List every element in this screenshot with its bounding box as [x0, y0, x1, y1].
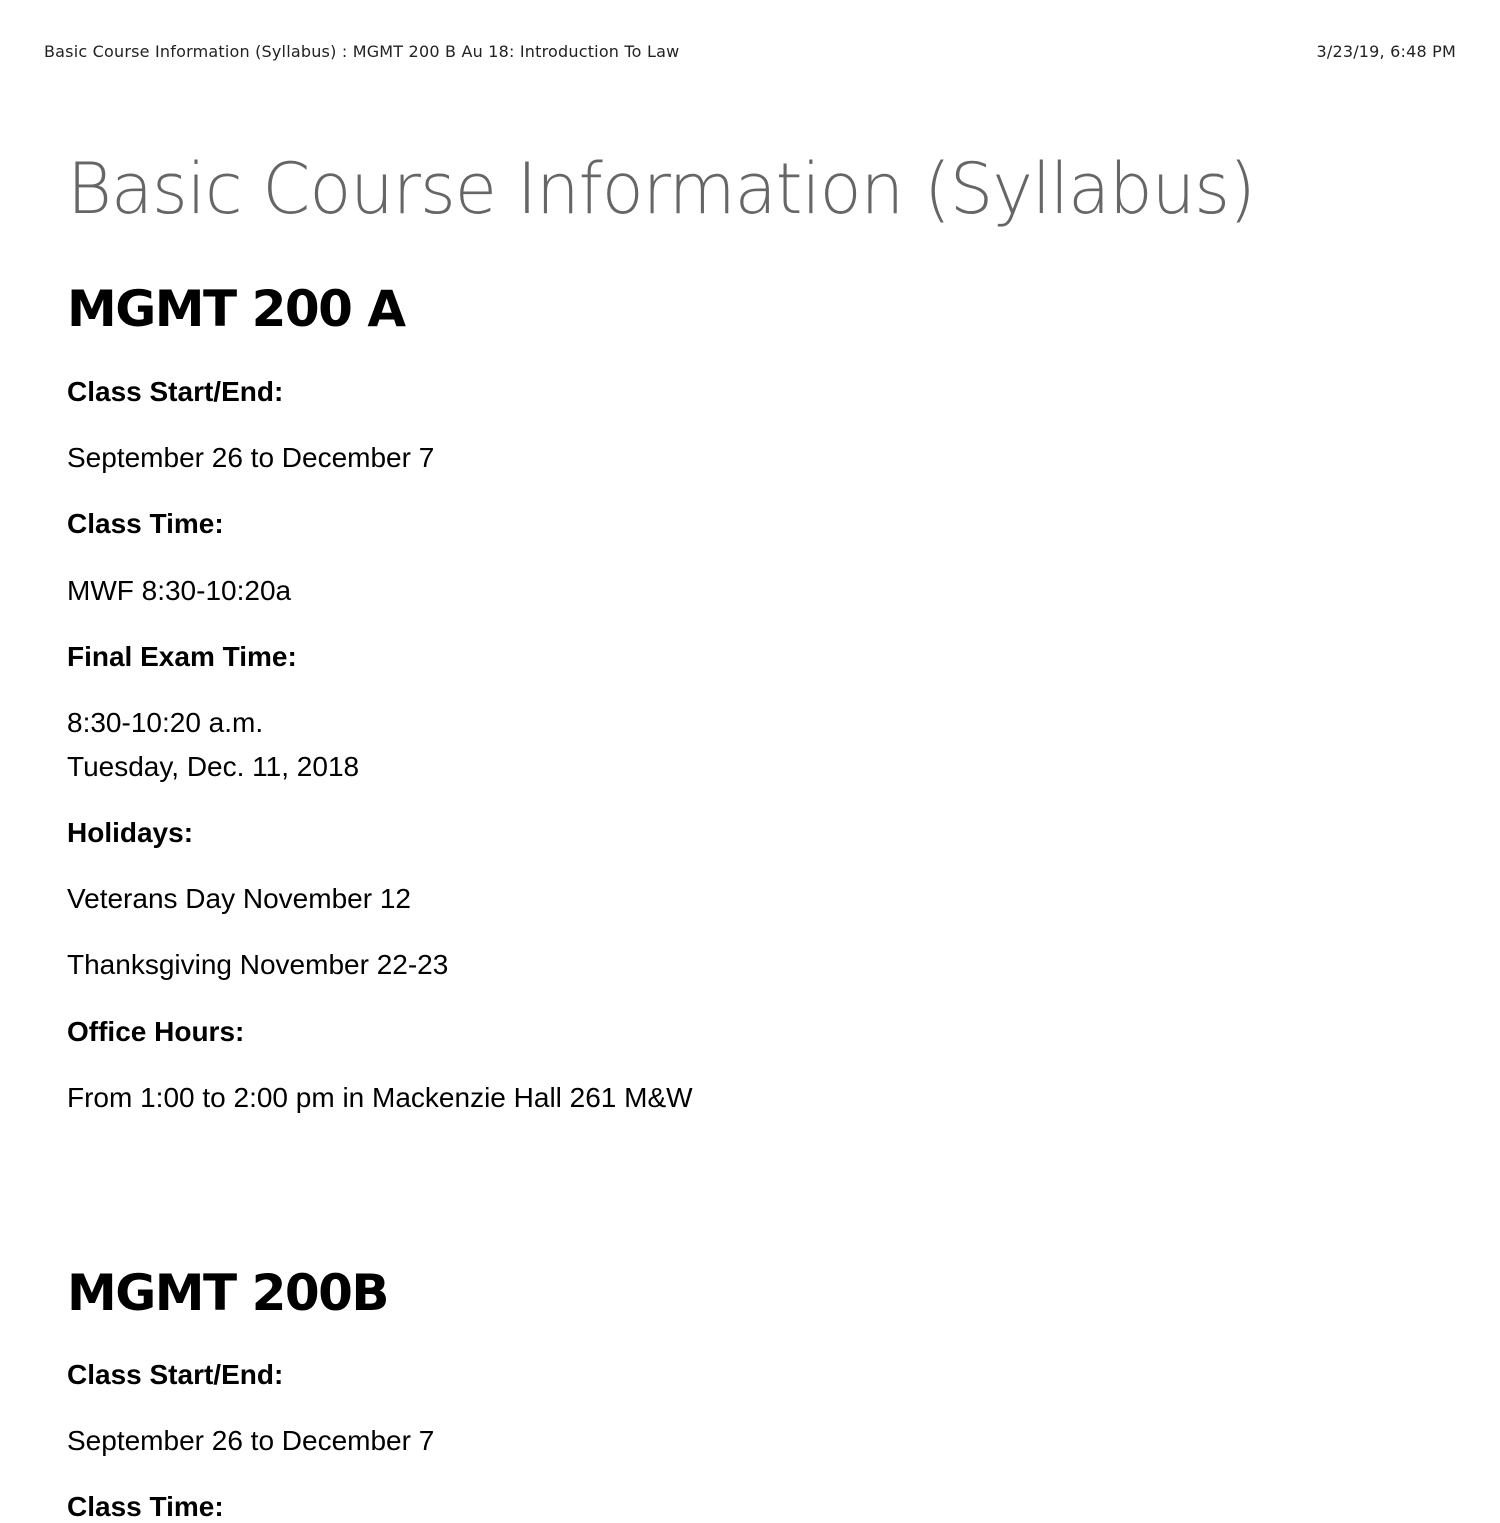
holidays-label: Holidays:: [67, 817, 194, 848]
page-title: Basic Course Information (Syllabus): [67, 148, 1255, 230]
final-exam-label: Final Exam Time:: [67, 641, 297, 672]
class-time-label: Class Time:: [67, 508, 224, 539]
holiday-item: Thanksgiving November 22-23: [67, 949, 449, 980]
print-timestamp: 3/23/19, 6:48 PM: [1316, 42, 1456, 61]
print-header: [44, 42, 1456, 64]
print-header-title: Basic Course Information (Syllabus) : MGMT 200 B Au 18: Introduction To Law: [44, 42, 680, 61]
class-start-end-value: September 26 to December 7: [67, 1425, 435, 1456]
section-title-mgmt-200b: MGMT 200B: [67, 1264, 389, 1322]
office-hours-value: From 1:00 to 2:00 pm in Mackenzie Hall 261 M&W: [67, 1082, 693, 1113]
class-time-value: MWF 8:30-10:20a: [67, 575, 292, 606]
class-start-end-label: Class Start/End:: [67, 1359, 284, 1390]
holiday-item: Veterans Day November 12: [67, 883, 411, 914]
final-exam-time: 8:30-10:20 a.m.: [67, 707, 264, 738]
final-exam-date: Tuesday, Dec. 11, 2018: [67, 751, 360, 782]
class-start-end-value: September 26 to December 7: [67, 442, 435, 473]
office-hours-label: Office Hours:: [67, 1016, 245, 1047]
class-start-end-label: Class Start/End:: [67, 376, 284, 407]
section-title-mgmt-200a: MGMT 200 A: [67, 280, 405, 338]
class-time-label: Class Time:: [67, 1491, 224, 1522]
